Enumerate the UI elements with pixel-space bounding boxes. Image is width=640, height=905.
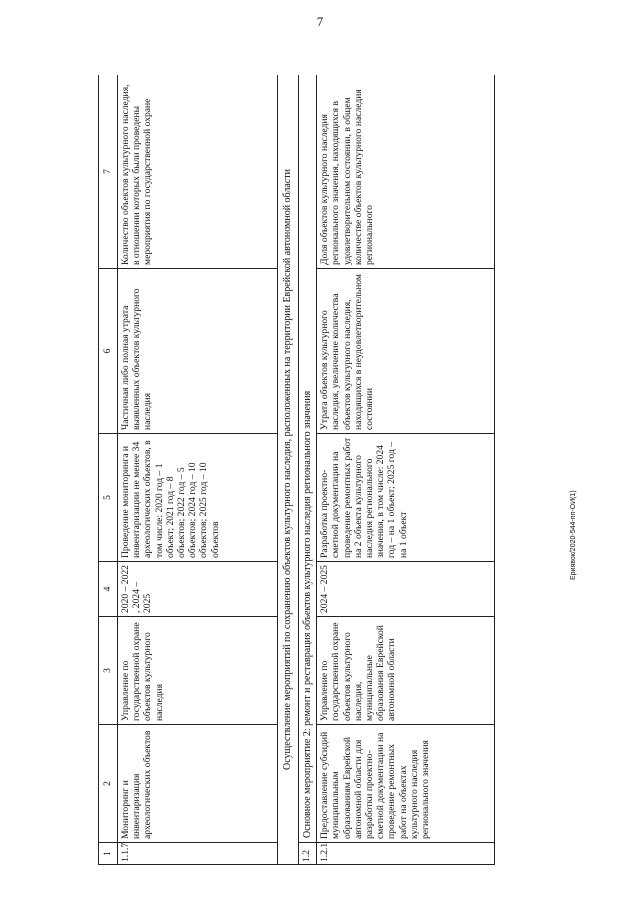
row-number: 1.2	[299, 843, 317, 865]
measures-table	[98, 75, 495, 865]
indicator: Доля объектов культурного наследия регионального значения, находящихся в удовлетворительном состоянии, в общем количестве объектов культурного наследия регионального	[317, 75, 495, 269]
row-number: 1.1.7	[118, 843, 278, 865]
table-row-1-2	[299, 75, 317, 865]
row-number: 1.2.1	[317, 843, 495, 865]
rotated-table-frame	[98, 75, 568, 865]
main-measure-title: Основное мероприятие 2: ремонт и реставрация объектов культурного наследия регионального значения	[299, 75, 317, 843]
indicator: Количество объектов культурного наследия, в отношении которых были проведены мероприятия по государственной охране	[118, 75, 278, 269]
expected-result: Разработка проектно-сметной документации на проведение ремонтных работ на 2 объекта культурного наследия регионального значения, в том числе: 2024 год – на 1 объект; 2025 год – на 1 объект	[317, 434, 495, 562]
header-col-4: 4	[99, 562, 118, 617]
expected-result: Проведение мониторинга и инвентаризации не менее 34 археологических объектов, в том числе: 2020 год – 1 объект; 2021 год – 8 объектов; 2022 год – 5 объектов; 2024 год – 10 объектов; 2025 год – 10 объектов	[118, 434, 278, 562]
period: 2020 – 2022 , 2024 – 2025	[118, 562, 278, 617]
table-row-1-1-7	[118, 75, 278, 865]
rotated-table-container	[98, 75, 568, 865]
header-row	[99, 75, 118, 865]
header-col-6: 6	[99, 269, 118, 434]
header-col-5: 5	[99, 434, 118, 562]
header-col-1: 1	[99, 843, 118, 865]
period: 2024 – 2025	[317, 562, 495, 617]
consequences: Утрата объектов культурного наследия, увеличение количества объектов культурного наследия, находящихся в неудовлетворительном состоянии	[317, 269, 495, 434]
consequences: Частичная либо полная утрата выявленных объектов культурного наследия	[118, 269, 278, 434]
header-col-2: 2	[99, 725, 118, 843]
table-row-1-2-1	[317, 75, 495, 865]
measure-name: Предоставление субсидий муниципальным образованиям Еврейской автономной области для разработки проектно-сметной документации на проведение ремонтных работ на объектах культурного наследия регионального значения	[317, 725, 495, 843]
measure-name: Мониторинг и инвентаризация археологических объектов	[118, 725, 278, 843]
executor: Управление по государственной охране объектов культурного наследия	[118, 617, 278, 725]
page-number: 7	[316, 14, 324, 29]
executor: Управление по государственной охране объектов культурного наследия, муниципальные образования Еврейской автономной области	[317, 617, 495, 725]
document-stamp: Ериявок/2020-544-пп-ОИ(1)	[570, 490, 577, 580]
section-title: Осуществление мероприятий по сохранению объектов культурного наследия, расположенных на территории Еврейской автономной области	[278, 75, 299, 865]
section-row	[278, 75, 299, 865]
header-col-3: 3	[99, 617, 118, 725]
header-col-7: 7	[99, 75, 118, 269]
